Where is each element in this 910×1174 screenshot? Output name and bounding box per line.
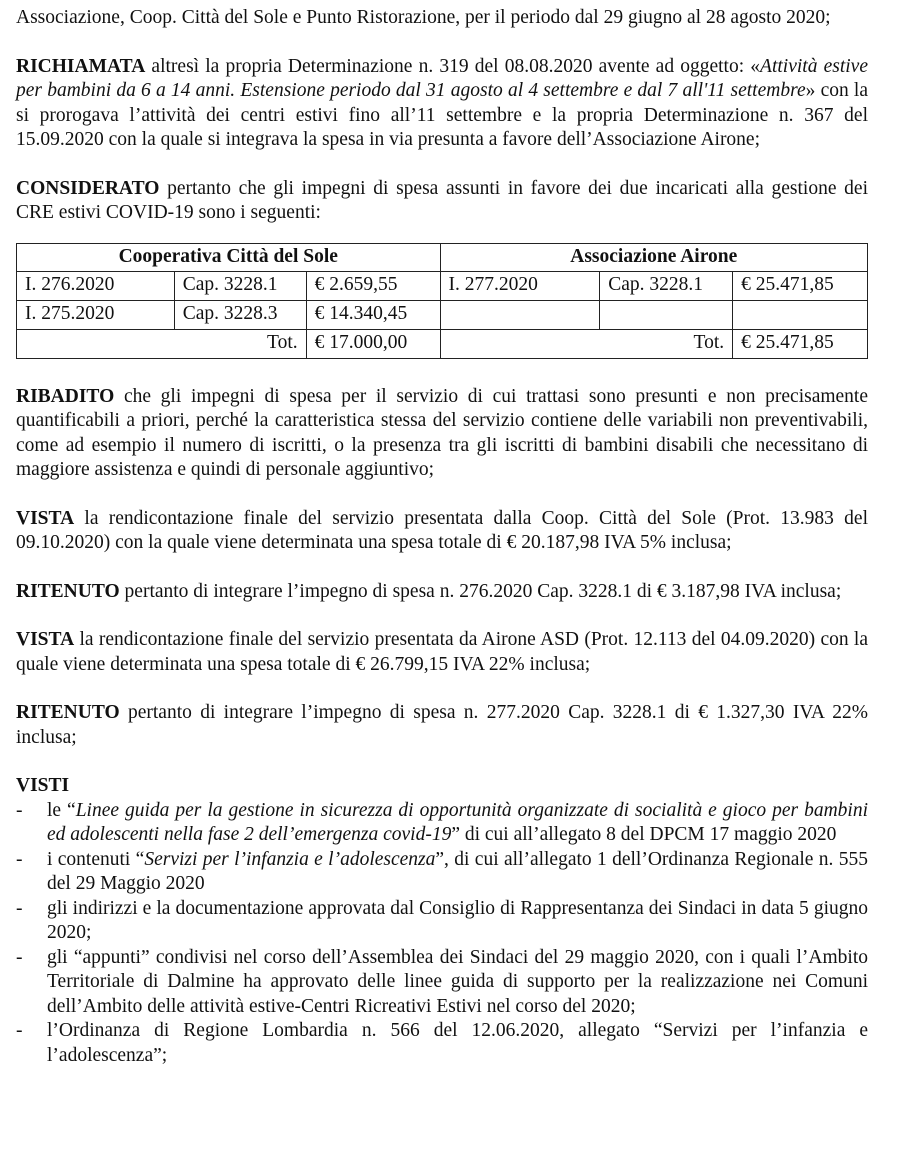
vista-label: VISTA [16, 507, 75, 529]
table-cell: Cap. 3228.1 [600, 271, 733, 300]
ribadito-paragraph: RIBADITO che gli impegni di spesa per il servizio di cui trattasi sono presunti e non precisamente quantificabili a priori, perché la caratteristica stessa del servizio contiene delle variabili non preventivabili, come ad esempio il numero di iscritti, o la presenza tra gli iscritti di bambini disabili che necessitano di maggiore assistenza e quindi di personale aggiuntivo; [16, 385, 868, 480]
table-total-row [17, 329, 868, 358]
richiamata-paragraph: RICHIAMATA altresì la propria Determinazione n. 319 del 08.08.2020 avente ad oggetto: «Attività estive per bambini da 6 a 14 anni. Estensione periodo dal 31 agosto al 4 settembre e dal 7 all'11 settembre» con la si prorogava l’attività dei centri estivi fino all’11 settembre e la propria Determinazione n. 367 del 15.09.2020 con la quale si integrava la spesa in via presunta a favore dell’Associazione Airone; [16, 55, 868, 150]
vista-paragraph-1: VISTA la rendicontazione finale del servizio presentata dalla Coop. Città del Sole (Prot. 13.983 del 09.10.2020) con la quale viene determinata una spesa totale di € 20.187,98 IVA 5% inclusa; [16, 507, 868, 553]
list-item: - gli indirizzi e la documentazione approvata dal Consiglio di Rappresentanza dei Sindaci in data 5 giugno 2020; [16, 897, 868, 946]
table-cell: € 25.471,85 [733, 271, 868, 300]
right-total-label: Tot. [440, 329, 733, 358]
header-cooperativa: Cooperativa Città del Sole [17, 243, 441, 271]
list-item: - i contenuti “Servizi per l’infanzia e l’adolescenza”, di cui all’allegato 1 dell’Ordinanza Regionale n. 555 del 29 Maggio 2020 [16, 848, 868, 897]
intro-paragraph: Associazione, Coop. Città del Sole e Punto Ristorazione, per il periodo dal 29 giugno al 28 agosto 2020; [16, 7, 831, 28]
header-airone: Associazione Airone [440, 243, 868, 271]
ritenuto-label: RITENUTO [16, 580, 120, 602]
visti-list [16, 799, 868, 1069]
left-total-value: € 17.000,00 [306, 329, 440, 358]
table-cell [600, 300, 733, 329]
ritenuto-paragraph-2: RITENUTO pertanto di integrare l’impegno di spesa n. 277.2020 Cap. 3228.1 di € 1.327,30 IVA 22% inclusa; [16, 702, 868, 748]
considerato-label: CONSIDERATO [16, 177, 160, 199]
ritenuto-label: RITENUTO [16, 702, 120, 723]
document-page [16, 6, 868, 1068]
vista-label: VISTA [16, 629, 75, 650]
list-item: - le “Linee guida per la gestione in sicurezza di opportunità organizzate di socialità e gioco per bambini ed adolescenti nella fase 2 dell’emergenza covid-19” di cui all’allegato 8 del DPCM 17 maggio 2020 [16, 799, 868, 848]
vista-paragraph-2: VISTA la rendicontazione finale del servizio presentata da Airone ASD (Prot. 12.113 del 04.09.2020) con la quale viene determinata una spesa totale di € 26.799,15 IVA 22% inclusa; [16, 629, 868, 675]
list-item: - l’Ordinanza di Regione Lombardia n. 566 del 12.06.2020, allegato “Servizi per l’infanzia e l’adolescenza”; [16, 1019, 868, 1068]
table-cell: I. 276.2020 [17, 271, 175, 300]
visti-heading: VISTI [16, 775, 70, 796]
table-cell: Cap. 3228.1 [174, 271, 306, 300]
table-cell [733, 300, 868, 329]
table-row [17, 300, 868, 329]
table-cell: € 2.659,55 [306, 271, 440, 300]
table-cell [440, 300, 600, 329]
table-cell: € 14.340,45 [306, 300, 440, 329]
table-cell: I. 275.2020 [17, 300, 175, 329]
richiamata-label: RICHIAMATA [16, 55, 146, 77]
ribadito-label: RIBADITO [16, 385, 115, 407]
commitments-table [16, 243, 868, 359]
ritenuto-paragraph-1: RITENUTO pertanto di integrare l’impegno di spesa n. 276.2020 Cap. 3228.1 di € 3.187,98 IVA inclusa; [16, 580, 842, 602]
table-cell: Cap. 3228.3 [174, 300, 306, 329]
table-header-row [17, 243, 868, 271]
richiamata-italic-title: Attività estive per bambini da 6 a 14 anni. Estensione periodo dal 31 agosto al 4 settembre e dal 7 all'11 settembre [16, 55, 868, 101]
right-total-value: € 25.471,85 [733, 329, 868, 358]
table-cell: I. 277.2020 [440, 271, 600, 300]
considerato-paragraph: CONSIDERATO pertanto che gli impegni di spesa assunti in favore dei due incaricati alla gestione dei CRE estivi COVID-19 sono i seguenti: [16, 177, 868, 223]
table-row [17, 271, 868, 300]
list-item: - gli “appunti” condivisi nel corso dell’Assemblea dei Sindaci del 29 maggio 2020, con i quali l’Ambito Territoriale di Dalmine ha approvato delle linee guida di supporto per la realizzazione nei Comuni dell’Ambito delle attività estive-Centri Ricreativi Estivi nel corso del 2020; [16, 946, 868, 1020]
left-total-label: Tot. [17, 329, 307, 358]
